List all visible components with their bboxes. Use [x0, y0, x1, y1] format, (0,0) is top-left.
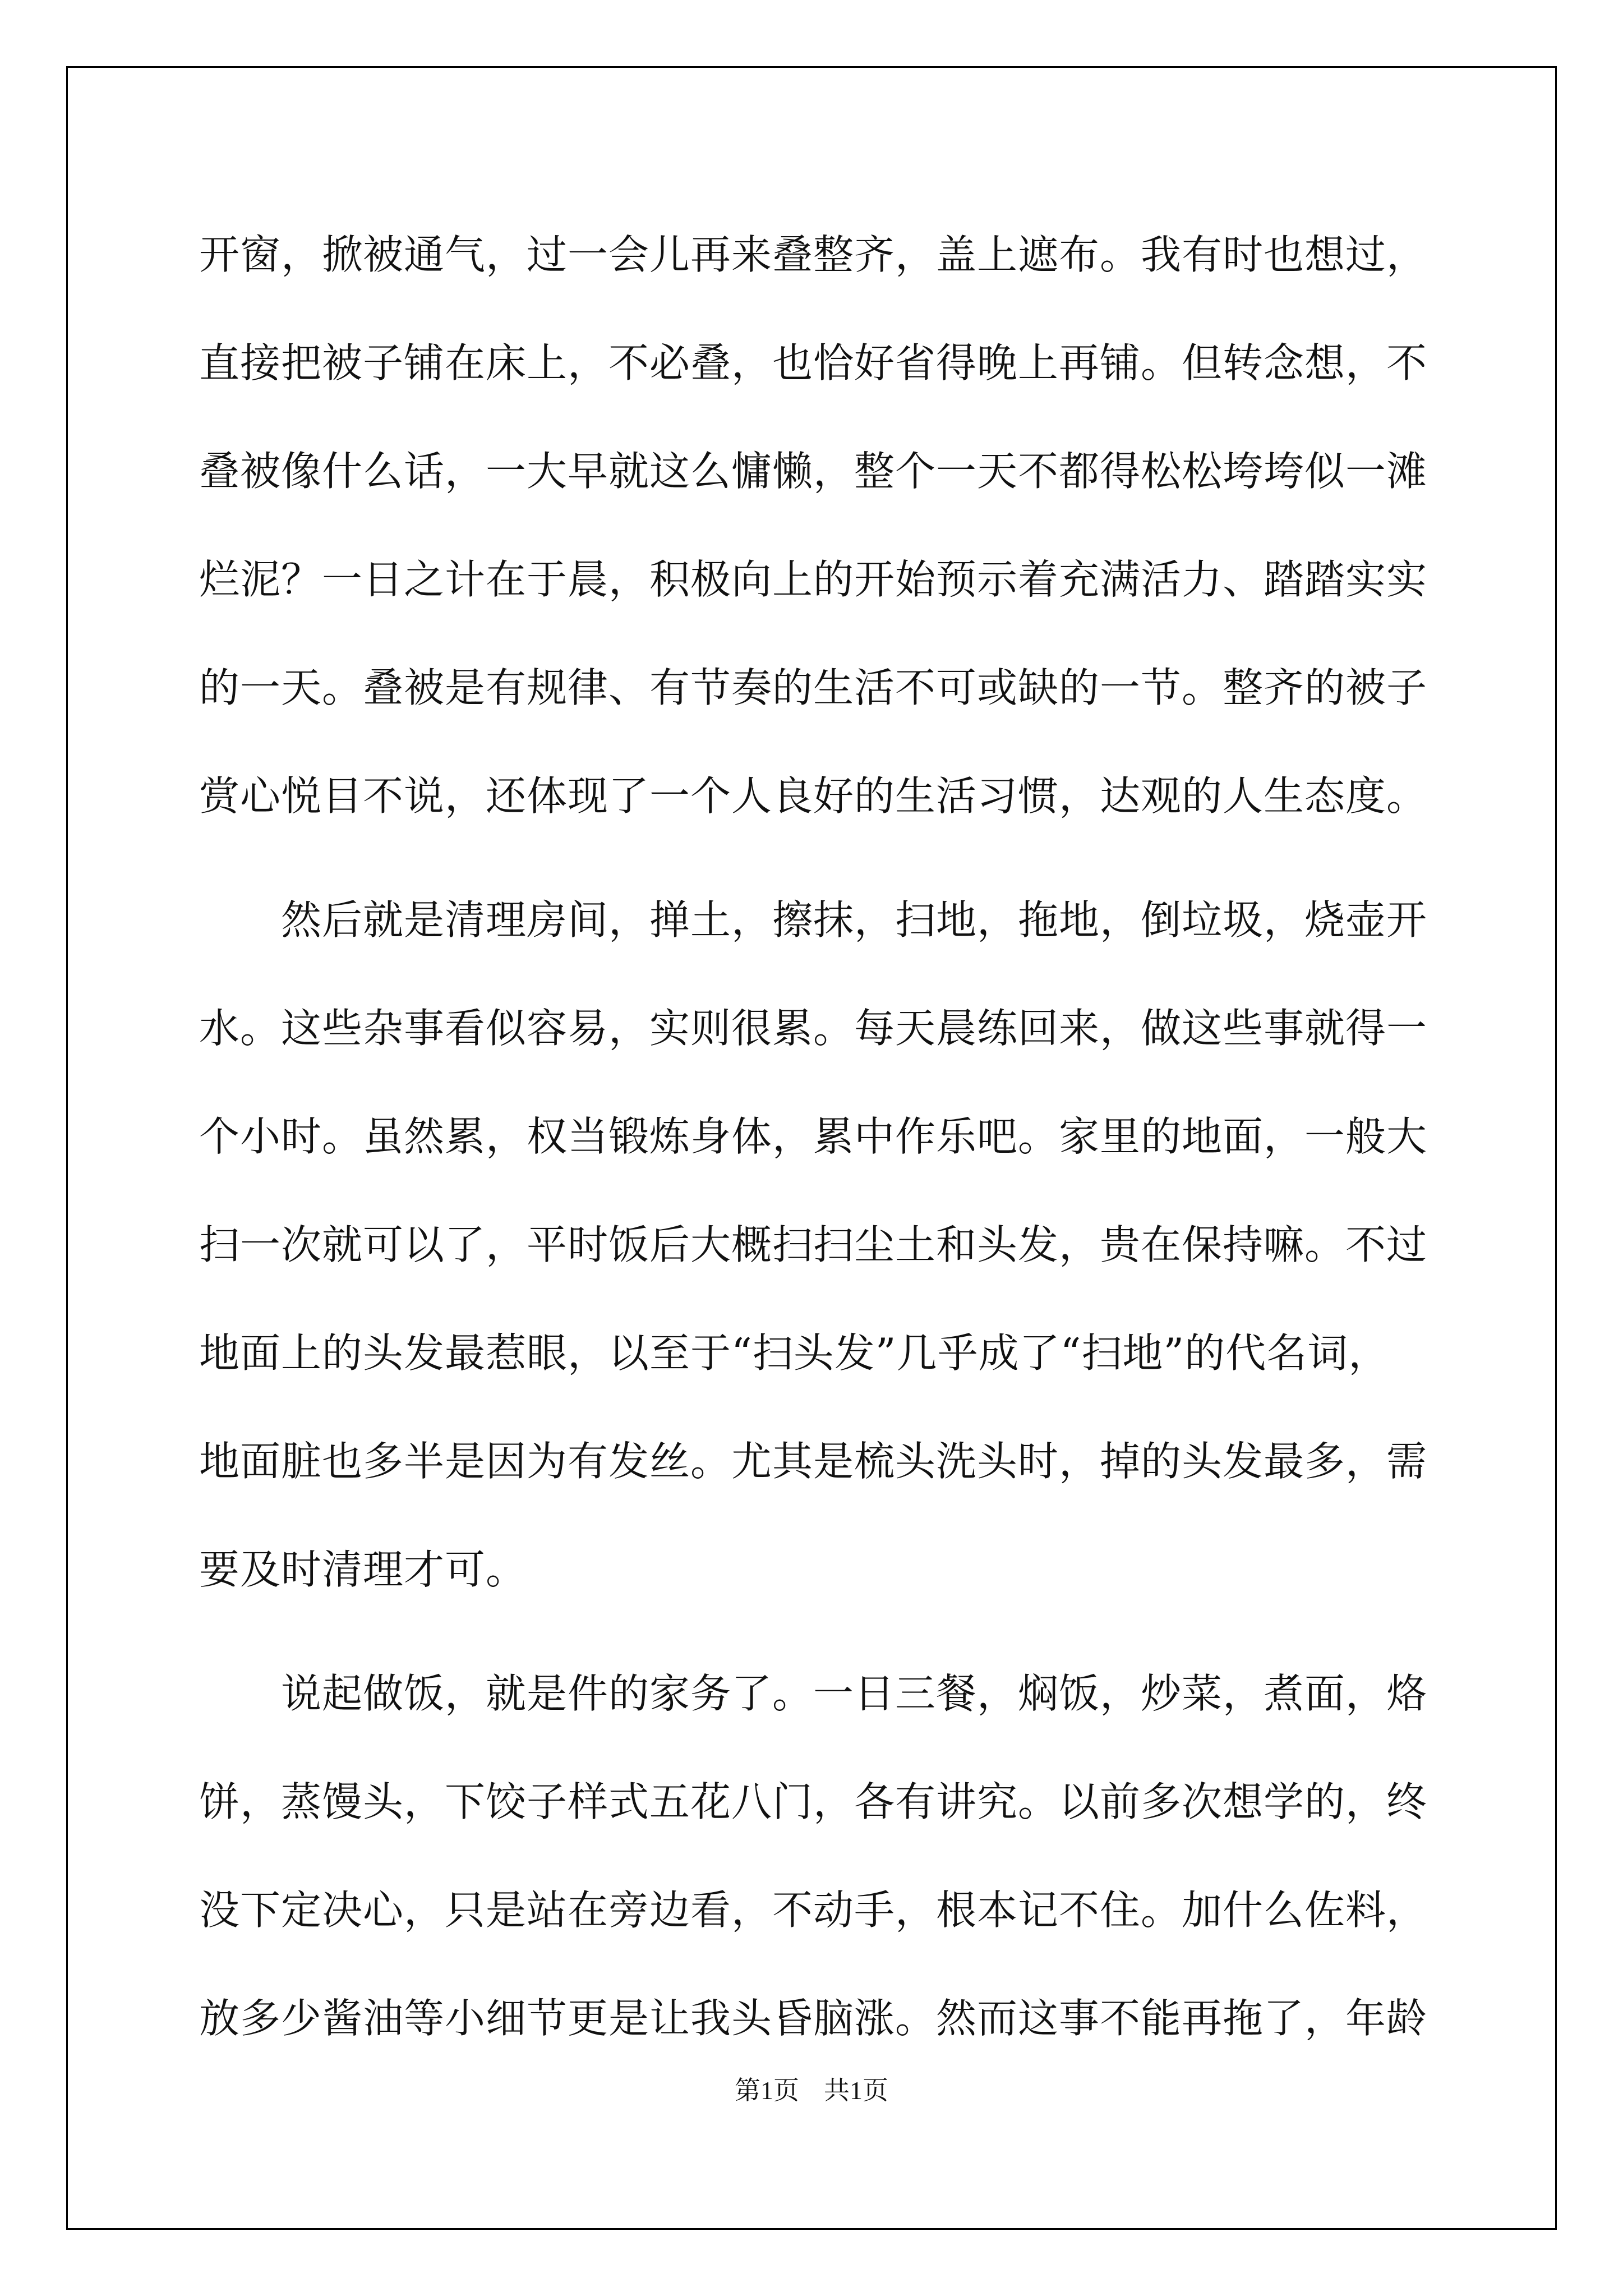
paragraph-3 [199, 1640, 1433, 2073]
paragraph-2 [199, 866, 1433, 1624]
text-line: 个小时。虽然累，权当锻炼身体，累中作乐吧。家里的地面，一般大 [199, 1113, 1428, 1160]
text-line: 扫一次就可以了，平时饭后大概扫扫尘土和头发，贵在保持嘛。不过 [199, 1221, 1428, 1268]
text-line: 没下定决心，只是站在旁边看，不动手，根本记不住。加什么佐料， [199, 1887, 1428, 1934]
text-line: 放多少酱油等小细节更是让我头昏脑涨。然而这事不能再拖了，年龄 [199, 1995, 1428, 2042]
text-line: 饼，蒸馒头，下饺子样式五花八门，各有讲究。以前多次想学的，终 [199, 1778, 1428, 1825]
paragraph-gap [199, 1624, 1433, 1640]
paragraph-gap [199, 850, 1433, 866]
text-line: 开窗，掀被通气，过一会儿再来叠整齐，盖上遮布。我有时也想过， [199, 231, 1428, 278]
text-line: 的一天。叠被是有规律、有节奏的生活不可或缺的一节。整齐的被子 [199, 664, 1428, 711]
paragraph-1 [199, 201, 1433, 850]
text-line: 说起做饭，就是件的家务了。一日三餐，焖饭，炒菜，煮面，烙 [199, 1670, 1428, 1717]
page-number: 第1页 [735, 2076, 799, 2105]
text-line: 地面脏也多半是因为有发丝。尤其是梳头洗头时，掉的头发最多，需 [199, 1438, 1428, 1485]
text-line: 叠被像什么话，一大早就这么慵懒，整个一天不都得松松垮垮似一滩 [199, 448, 1428, 495]
text-line: 然后就是清理房间，掸土，擦抹，扫地，拖地，倒垃圾，烧壶开 [199, 896, 1428, 944]
text-line: 直接把被子铺在床上，不必叠，也恰好省得晚上再铺。但转念想，不 [199, 339, 1428, 386]
document-body [199, 201, 1433, 2073]
text-line: 赏心悦目不说，还体现了一个人良好的生活习惯，达观的人生态度。 [199, 772, 1428, 820]
page-footer [0, 2070, 1623, 2107]
text-line: 水。这些杂事看似容易，实则很累。每天晨练回来，做这些事就得一 [199, 1005, 1428, 1052]
text-line: 烂泥？一日之计在于晨，积极向上的开始预示着充满活力、踏踏实实 [199, 556, 1428, 603]
text-line: 地面上的头发最惹眼，以至于“扫头发”几乎成了“扫地”的代名词， [199, 1329, 1390, 1377]
text-line: 要及时清理才可。 [199, 1546, 527, 1593]
page-total: 共1页 [824, 2076, 888, 2105]
